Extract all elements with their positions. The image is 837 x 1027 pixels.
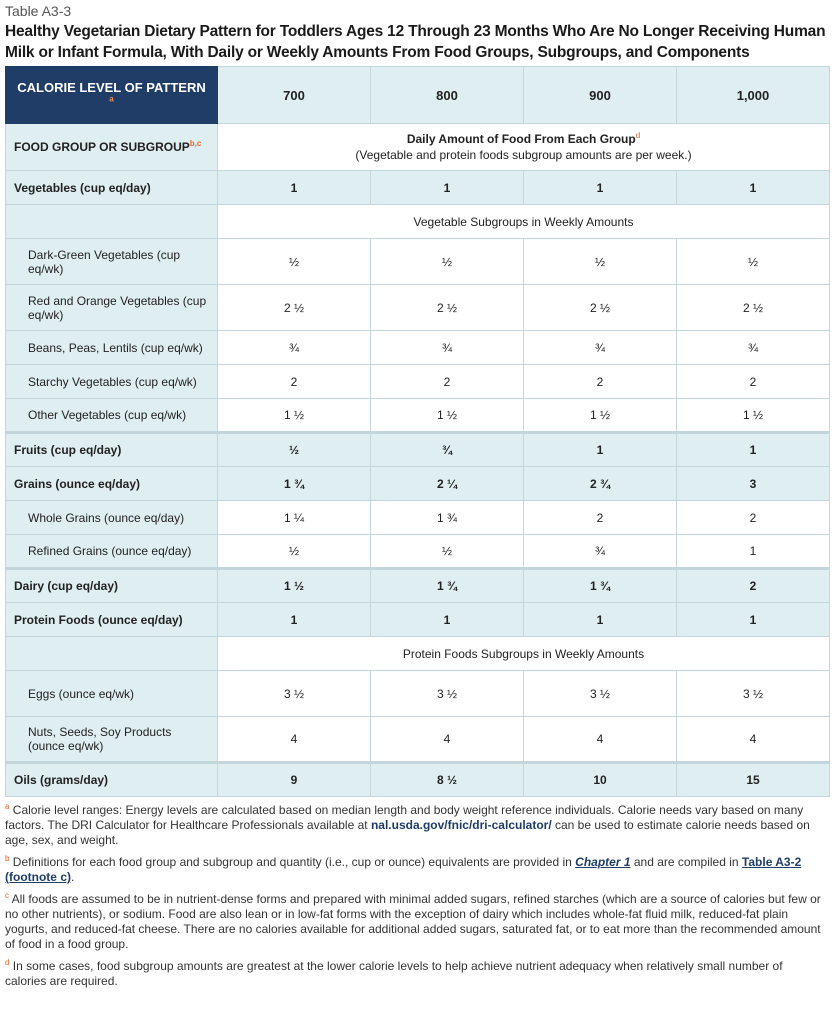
cell: 1 ¼ — [218, 501, 371, 535]
footnote-a: $^a$ Calorie level ranges: Energy levels are calculated based on median length and body weight reference individuals. Calorie needs vary based on many factors. The DRI Calculator for Healthcare Professionals available at nal.usda.gov/fnic/dri-calculator/ can be used to estimate calorie needs based on age, sex, and weight. — [5, 802, 810, 847]
cell: ½ — [218, 433, 371, 467]
subgroup-heading: Protein Foods Subgroups in Weekly Amounts — [218, 637, 830, 671]
cell: ½ — [218, 535, 371, 569]
cell: 1 ½ — [677, 399, 830, 433]
table-row-beans — [6, 331, 830, 365]
cell: 1 ¾ — [371, 501, 524, 535]
table-row-vegetables — [6, 171, 830, 205]
cell: ½ — [677, 239, 830, 285]
cell: 1 ½ — [371, 399, 524, 433]
cell: 2 — [677, 501, 830, 535]
cell: 1 — [524, 171, 677, 205]
cell: 1 — [524, 433, 677, 467]
row-label: Eggs (ounce eq/wk) — [6, 671, 218, 717]
cell: 1 ½ — [218, 569, 371, 603]
cell: 4 — [218, 717, 371, 763]
cell: ½ — [371, 535, 524, 569]
cell: 4 — [371, 717, 524, 763]
table-number: Table A3-3 — [5, 3, 72, 19]
cell: 2 ½ — [218, 285, 371, 331]
table-row-other-veg — [6, 399, 830, 433]
row-label: Grains (ounce eq/day) — [6, 467, 218, 501]
cell: ½ — [371, 239, 524, 285]
footnote-d: $^d$ In some cases, food subgroup amounts are greatest at the lower calorie levels to help achieve nutrient adequacy when relatively small number of calories are required. — [5, 958, 783, 988]
row-label — [6, 205, 218, 239]
row-label: Nuts, Seeds, Soy Products (ounce eq/wk) — [6, 717, 218, 763]
table-row-whole-grains — [6, 501, 830, 535]
row-label: Fruits (cup eq/day) — [6, 433, 218, 467]
footnote-ref[interactable]: a — [109, 94, 114, 104]
footnote-marker: d — [5, 958, 10, 967]
footnote-marker: b — [5, 854, 10, 863]
cell: 1 — [371, 603, 524, 637]
cell: 2 — [677, 365, 830, 399]
footnote-b: $^b$ Definitions for each food group and subgroup and quantity (i.e., cup or ounce) equivalents are provided in Chapter 1 and are compiled in Table A3-2 (footnote c). — [5, 854, 802, 884]
row-label: Refined Grains (ounce eq/day) — [6, 535, 218, 569]
calorie-level-800: 800 — [371, 67, 524, 124]
cell: 1 ½ — [218, 399, 371, 433]
table-row-nuts — [6, 717, 830, 763]
row-label: Whole Grains (ounce eq/day) — [6, 501, 218, 535]
header-row — [6, 67, 830, 124]
row-label: Other Vegetables (cup eq/wk) — [6, 399, 218, 433]
table-row-starchy — [6, 365, 830, 399]
table-row-dark-green — [6, 239, 830, 285]
cell: 15 — [677, 763, 830, 797]
subgroup-heading: Vegetable Subgroups in Weekly Amounts — [218, 205, 830, 239]
cell: 2 — [218, 365, 371, 399]
row-label: Starchy Vegetables (cup eq/wk) — [6, 365, 218, 399]
dietary-pattern-table — [5, 66, 830, 797]
cell: 2 ½ — [524, 285, 677, 331]
footnote-marker: c — [5, 891, 9, 900]
footnote-ref[interactable]: d — [635, 131, 641, 140]
cell: 2 — [371, 365, 524, 399]
calorie-level-700: 700 — [218, 67, 371, 124]
cell: 1 ½ — [524, 399, 677, 433]
cell: 3 ½ — [524, 671, 677, 717]
calorie-level-1000: 1,000 — [677, 67, 830, 124]
footnote-marker: a — [5, 802, 10, 811]
cell: 1 — [677, 603, 830, 637]
cell: ½ — [218, 239, 371, 285]
cell: 1 ¾ — [371, 569, 524, 603]
cell: 1 — [524, 603, 677, 637]
table-row-grains — [6, 467, 830, 501]
calorie-level-900: 900 — [524, 67, 677, 124]
cell: 1 ¾ — [218, 467, 371, 501]
cell: 8 ½ — [371, 763, 524, 797]
table-row-oils — [6, 763, 830, 797]
cell: 2 ½ — [371, 285, 524, 331]
cell: 1 ¾ — [524, 569, 677, 603]
row-label: Red and Orange Vegetables (cup eq/wk) — [6, 285, 218, 331]
cell: ½ — [524, 239, 677, 285]
cell: ¾ — [371, 433, 524, 467]
row-label — [6, 637, 218, 671]
cell: 1 — [371, 171, 524, 205]
row-label: Oils (grams/day) — [6, 763, 218, 797]
cell: ¾ — [371, 331, 524, 365]
cell: ¾ — [524, 535, 677, 569]
cell: 2 — [524, 501, 677, 535]
table-row-refined-grains — [6, 535, 830, 569]
cell: 4 — [524, 717, 677, 763]
cell: 3 ½ — [371, 671, 524, 717]
dri-calculator-link[interactable]: nal.usda.gov/fnic/dri-calculator/ — [370, 818, 552, 832]
calorie-level-header: CALORIE LEVEL OF PATTERN $^a$ — [6, 67, 218, 124]
row-label: Dairy (cup eq/day) — [6, 569, 218, 603]
cell: 2 ¼ — [371, 467, 524, 501]
cell: 3 — [677, 467, 830, 501]
row-label: Dark-Green Vegetables (cup eq/wk) — [6, 239, 218, 285]
cell: 1 — [218, 171, 371, 205]
food-group-header-row — [6, 124, 830, 171]
cell: 1 — [677, 433, 830, 467]
row-label: Beans, Peas, Lentils (cup eq/wk) — [6, 331, 218, 365]
table-row-fruits — [6, 433, 830, 467]
table-row-dairy — [6, 569, 830, 603]
table-title: Healthy Vegetarian Dietary Pattern for Toddlers Ages 12 Through 23 Months Who Are No Longer Receiving Human Milk or Infant Formula, With Daily or Weekly Amounts From Food Groups, Subgroups, and Components — [5, 23, 826, 61]
footnotes — [5, 803, 825, 989]
table-row-eggs — [6, 671, 830, 717]
chapter-1-link[interactable]: Chapter 1 — [575, 855, 631, 869]
food-group-label: FOOD GROUP OR SUBGROUP$^{b,c}$ — [6, 124, 218, 171]
cell: ¾ — [524, 331, 677, 365]
footnote-ref[interactable]: b,c — [189, 139, 202, 148]
cell: 4 — [677, 717, 830, 763]
cell: 3 ½ — [677, 671, 830, 717]
cell: 9 — [218, 763, 371, 797]
cell: 1 — [677, 535, 830, 569]
cell: 2 — [524, 365, 677, 399]
table-row-red-orange — [6, 285, 830, 331]
table-row-veg-subheading — [6, 205, 830, 239]
cell: ¾ — [677, 331, 830, 365]
cell: ¾ — [218, 331, 371, 365]
cell: 10 — [524, 763, 677, 797]
row-label: Protein Foods (ounce eq/day) — [6, 603, 218, 637]
cell: 2 ½ — [677, 285, 830, 331]
daily-amount-caption: Daily Amount of Food From Each Group$^d$ (Vegetable and protein foods subgroup amounts are per week.) — [218, 124, 830, 171]
cell: 1 — [677, 171, 830, 205]
cell: 2 ¾ — [524, 467, 677, 501]
footnote-c: $^c$ All foods are assumed to be in nutrient-dense forms and prepared with minimal added sugars, refined starches (which are a source of calories but few or no other nutrients), or sodium. Food are also lean or in low-fat forms with the exception of dairy which includes whole-fat fluid milk, reduced-fat plain yogurts, and reduced-fat cheese. There are no calories available for additional added sugars, saturated fat, or to eat more than the recommended amount of food in a food group. — [5, 891, 821, 951]
table-row-protein — [6, 603, 830, 637]
row-label: Vegetables (cup eq/day) — [6, 171, 218, 205]
cell: 2 — [677, 569, 830, 603]
cell: 1 — [218, 603, 371, 637]
table-row-protein-subheading — [6, 637, 830, 671]
cell: 3 ½ — [218, 671, 371, 717]
table-a3-2-link[interactable]: Table A3-2 (footnote c) — [5, 855, 802, 884]
